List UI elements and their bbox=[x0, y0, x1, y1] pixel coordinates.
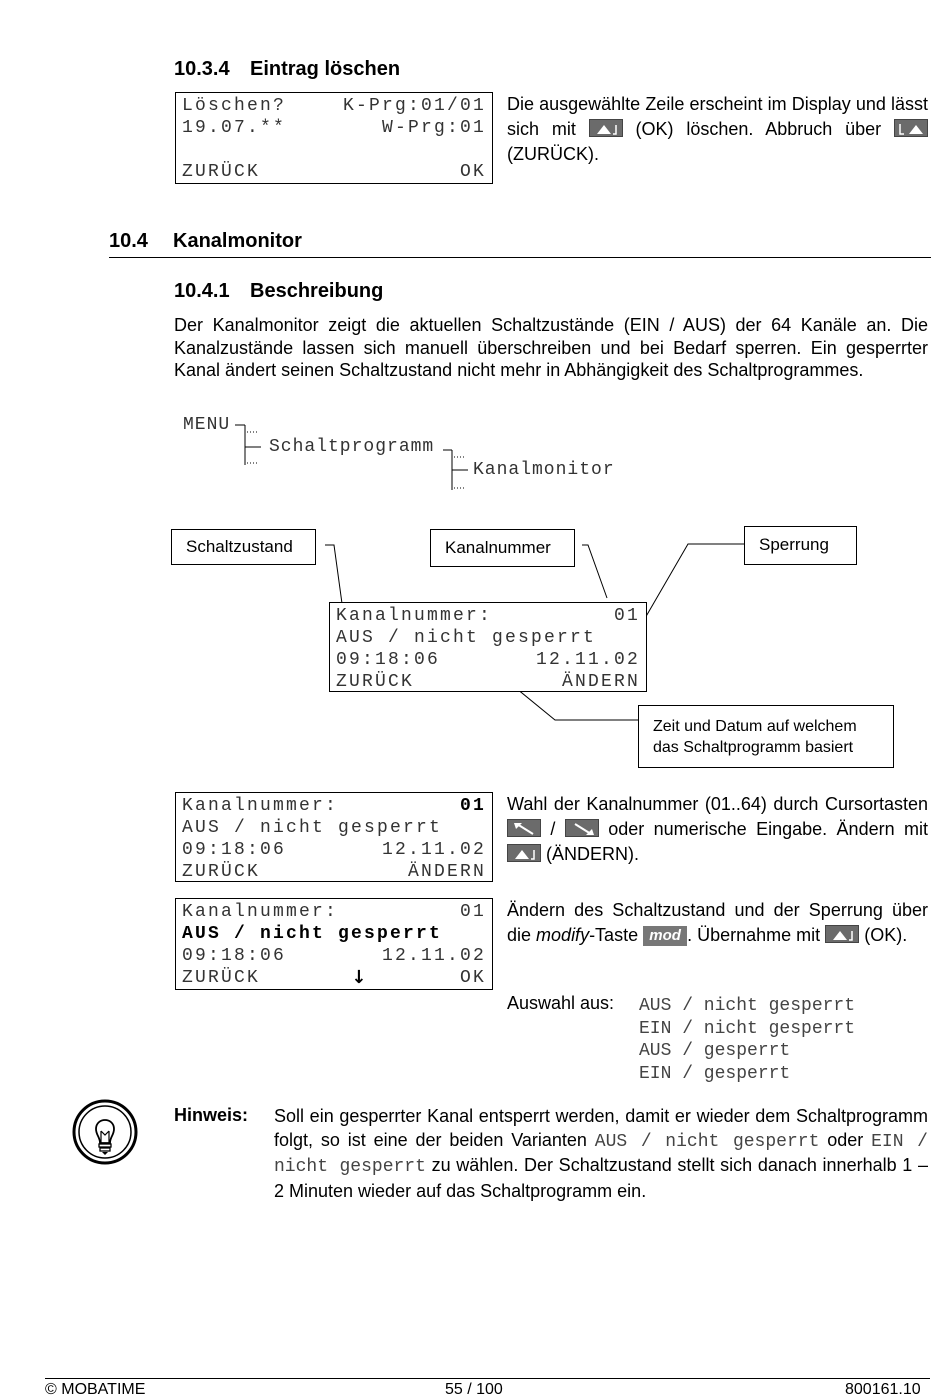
menu-tree-level-1: MENU bbox=[183, 415, 231, 435]
lcd-text: ÄNDERN bbox=[561, 672, 640, 692]
kanalmonitor-description: Der Kanalmonitor zeigt die aktuellen Schaltzustände (EIN / AUS) der 64 Kanäle an. Die Kanalzustände lassen sich manuell überschreiben und bei Bedarf sperren. Ein gesperrter Kanal ändert seinen Schaltzustand nicht mehr in Abhängigkeit des Schaltprogrammes. bbox=[174, 315, 928, 380]
back-key-icon bbox=[894, 119, 928, 137]
lcd-delete-display bbox=[175, 92, 493, 184]
lcd-text: ZURÜCK bbox=[182, 862, 261, 882]
text: Die ausgewählte Zeile erscheint im Display und lässt sich mit bbox=[507, 94, 928, 139]
text: (ÄNDERN). bbox=[546, 844, 640, 864]
auswahl-label: Auswahl aus: bbox=[507, 993, 615, 1013]
callout-text: Zeit und Datum auf welchem bbox=[653, 717, 857, 735]
section-number: 10.4.1 bbox=[174, 280, 230, 302]
section-heading-10-3-4 bbox=[174, 58, 400, 81]
auswahl-option: EIN / gesperrt bbox=[639, 1063, 791, 1084]
callout-kanalnummer: Kanalnummer bbox=[430, 529, 575, 567]
text: (OK). bbox=[864, 925, 908, 945]
section-title: Kanalmonitor bbox=[173, 230, 302, 252]
lcd-text-highlighted: AUS / nicht gesperrt bbox=[182, 924, 443, 944]
text: modify bbox=[536, 925, 590, 945]
cursor-down-right-key-icon bbox=[565, 819, 599, 837]
aendern-description bbox=[507, 898, 928, 948]
lcd-text: 09:18:06 bbox=[182, 840, 287, 860]
lcd-text: 01 bbox=[459, 902, 486, 922]
section-number: 10.3.4 bbox=[174, 58, 230, 80]
hinweis-text bbox=[274, 1105, 928, 1203]
text: -Taste bbox=[589, 925, 639, 945]
callout-text: das Schaltprogramm basiert bbox=[653, 738, 854, 756]
footer-copyright: © MOBATIME bbox=[45, 1381, 146, 1398]
menu-tree bbox=[175, 410, 635, 495]
lcd-text: Löschen? bbox=[182, 96, 287, 116]
text: oder bbox=[827, 1129, 864, 1150]
lcd-text: 12.11.02 bbox=[535, 650, 640, 670]
ok-key-icon bbox=[589, 119, 623, 137]
wahl-description bbox=[507, 792, 928, 867]
ok-key-icon bbox=[825, 925, 859, 943]
down-arrow-icon: ↓ bbox=[351, 967, 369, 988]
section-title: Beschreibung bbox=[250, 280, 384, 302]
lcd-kanalmonitor-diagram bbox=[329, 602, 647, 692]
menu-tree-level-3: Kanalmonitor bbox=[473, 460, 615, 480]
auswahl-option: AUS / gesperrt bbox=[639, 1041, 791, 1061]
lcd-text: 12.11.02 bbox=[381, 840, 486, 860]
lcd-text: 01 bbox=[613, 606, 640, 626]
text: Ändern des Schaltzustand und der Sperrung über die bbox=[507, 900, 928, 945]
text: (OK) löschen. Abbruch über bbox=[635, 119, 882, 139]
lcd-text: 19.07.** bbox=[182, 118, 287, 138]
lcd-text: 12.11.02 bbox=[381, 946, 486, 966]
text: zu wählen. Der Schaltzustand stellt sich danach innerhalb 1 – 2 Minuten wieder auf das Schaltprogramm ein. bbox=[274, 1155, 928, 1201]
footer-rule bbox=[45, 1378, 930, 1379]
lcd-text: 09:18:06 bbox=[182, 946, 287, 966]
text: . Übernahme mit bbox=[687, 925, 821, 945]
lcd-text: OK bbox=[459, 968, 486, 988]
lcd-text: ZURÜCK bbox=[182, 968, 261, 988]
auswahl-option: EIN / nicht gesperrt bbox=[639, 1018, 856, 1039]
lcd-text: Kanalnummer: bbox=[336, 606, 493, 626]
footer-page-number: 55 / 100 bbox=[445, 1381, 503, 1398]
lcd-text: ZURÜCK bbox=[336, 672, 415, 692]
section-number: 10.4 bbox=[109, 230, 148, 252]
section-heading-10-4-1 bbox=[174, 280, 383, 303]
callout-zeit-datum bbox=[638, 705, 894, 768]
auswahl-options bbox=[639, 995, 855, 1085]
lcd-text: ÄNDERN bbox=[407, 862, 486, 882]
lcd-text: AUS / nicht gesperrt bbox=[182, 818, 443, 838]
text: oder numerische Eingabe. Ändern mit bbox=[608, 819, 928, 839]
text: / bbox=[550, 819, 556, 839]
menu-tree-level-2: Schaltprogramm bbox=[269, 437, 435, 457]
section-title: Eintrag löschen bbox=[250, 58, 401, 80]
code-text: EIN / nicht gesperrt bbox=[274, 1131, 928, 1177]
code-text: AUS / nicht gesperrt bbox=[594, 1131, 820, 1152]
lcd-text: Kanalnummer: bbox=[182, 902, 339, 922]
lcd-text: AUS / nicht gesperrt bbox=[336, 628, 597, 648]
section-heading-10-4 bbox=[109, 230, 931, 258]
lcd-kanalnummer-select bbox=[175, 792, 493, 882]
text: (ZURÜCK). bbox=[507, 144, 599, 164]
ok-key-icon bbox=[507, 844, 541, 862]
lcd-text-highlighted: 01 bbox=[459, 796, 486, 816]
lcd-text: ZURÜCK bbox=[182, 162, 261, 182]
footer-doc-number: 800161.10 bbox=[845, 1381, 921, 1398]
auswahl-option: AUS / nicht gesperrt bbox=[639, 996, 856, 1016]
lightbulb-icon bbox=[72, 1099, 138, 1170]
callout-sperrung: Sperrung bbox=[744, 526, 857, 565]
cursor-up-left-key-icon bbox=[507, 819, 541, 837]
lcd-text: OK bbox=[459, 162, 486, 182]
text: Wahl der Kanalnummer (01..64) durch Cursortasten bbox=[507, 794, 928, 814]
delete-description bbox=[507, 92, 928, 167]
lcd-text: Kanalnummer: bbox=[182, 796, 339, 816]
lcd-text: 09:18:06 bbox=[336, 650, 441, 670]
lcd-text: K-Prg:01/01 bbox=[342, 96, 486, 116]
lcd-text: W-Prg:01 bbox=[381, 118, 486, 138]
lcd-schaltzustand-edit bbox=[175, 898, 493, 990]
modify-key-icon: mod bbox=[643, 926, 687, 946]
hinweis-label: Hinweis: bbox=[174, 1105, 249, 1125]
text: Soll ein gesperrter Kanal entsperrt werden, damit er wieder dem Schaltprogramm folgt, so ist eine der beiden Varianten bbox=[274, 1106, 928, 1150]
callout-schaltzustand: Schaltzustand bbox=[171, 529, 316, 565]
